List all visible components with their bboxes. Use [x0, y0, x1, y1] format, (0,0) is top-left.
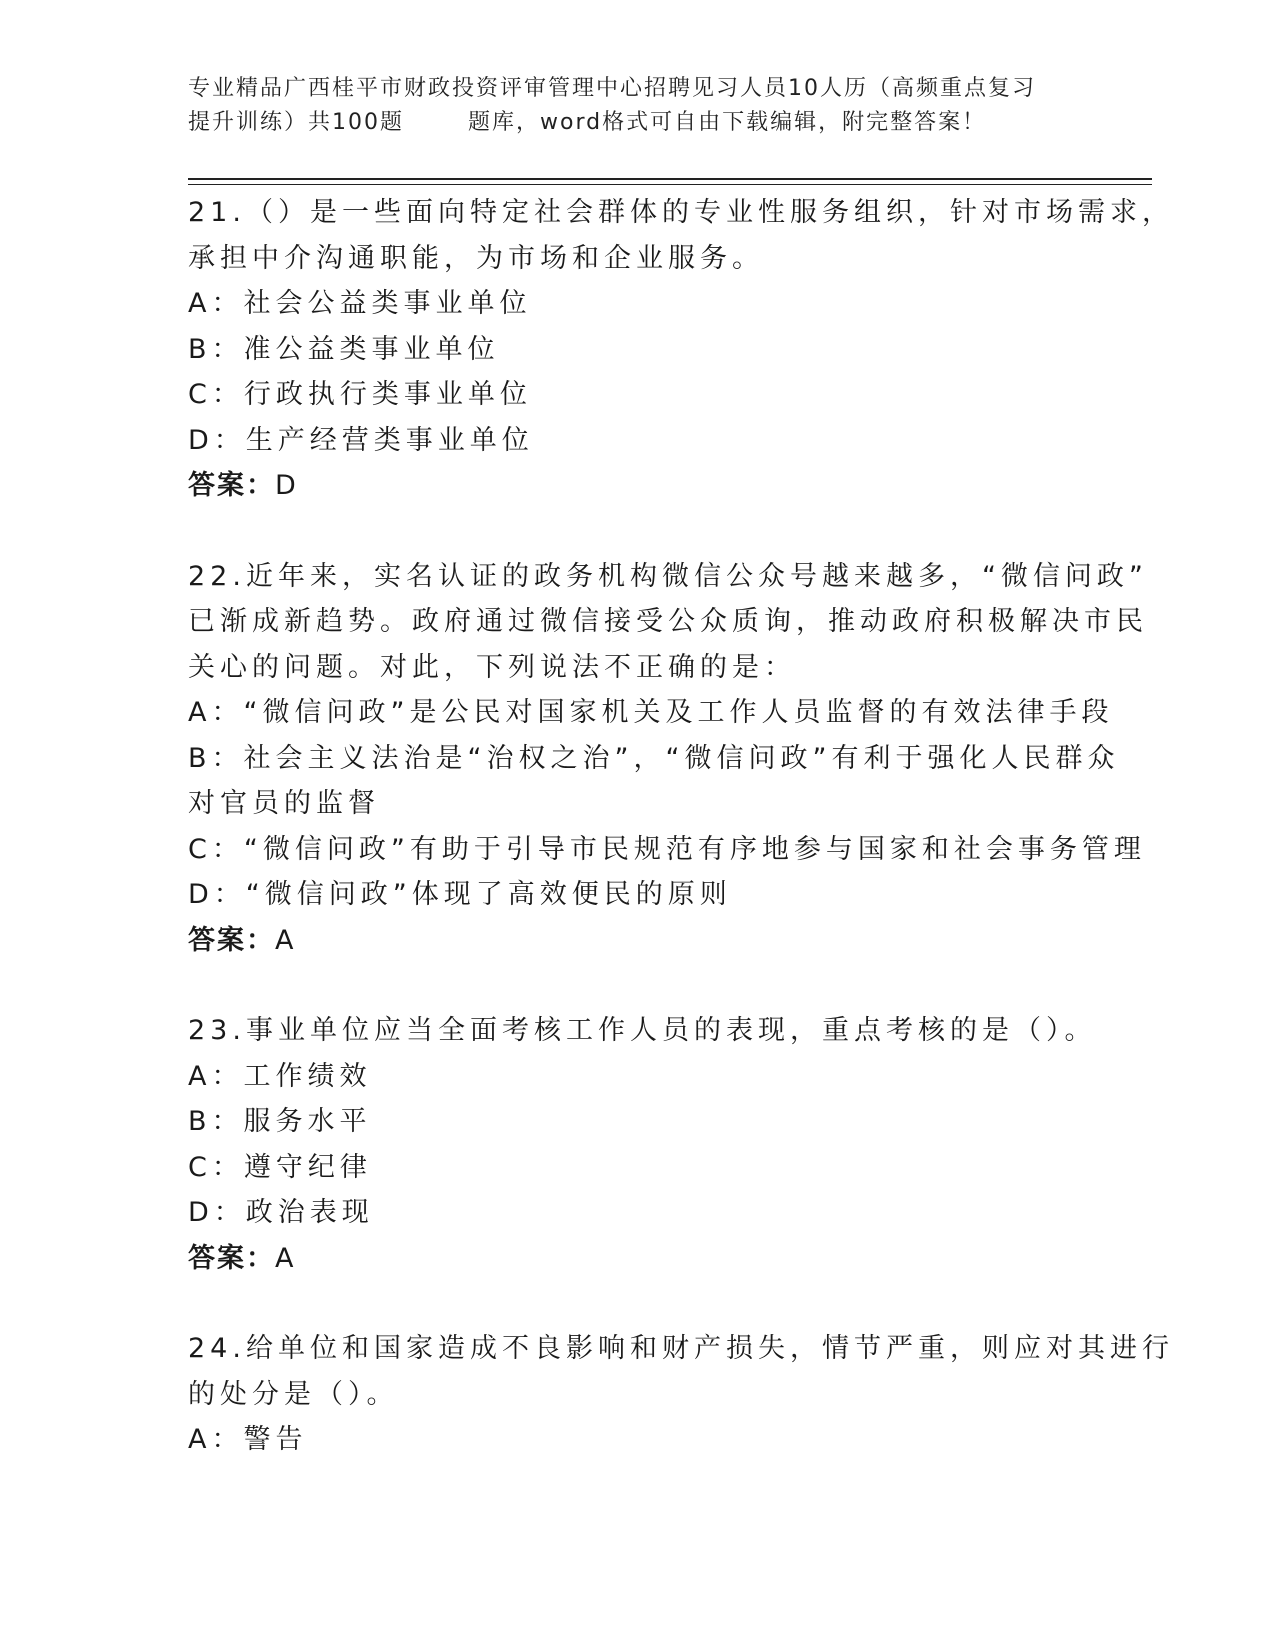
header-divider-thin	[188, 184, 1152, 185]
header-line-2	[188, 106, 1088, 140]
header-line-2-part-b: 题库，word格式可自由下载编辑，附完整答案！	[468, 110, 987, 135]
option-b: B：准公益类事业单位	[188, 333, 500, 365]
answer-value: D	[275, 470, 296, 501]
answer-line	[188, 463, 1088, 509]
answer-value: A	[275, 924, 294, 956]
question-text-line: 22.近年来，实名认证的政务机构微信公众号越来越多，“微信问政”	[188, 560, 1148, 592]
option-a: A：警告	[188, 1424, 308, 1455]
question-text-line: 的处分是（）。	[188, 1378, 399, 1410]
question-24	[188, 1326, 1174, 1463]
question-text-line: 21.（）是一些面向特定社会群体的专业性服务组织，针对市场需求，	[188, 197, 1174, 228]
option-c: C：遵守纪律	[188, 1151, 372, 1183]
document-header	[188, 72, 1088, 140]
answer-label: 答案：	[188, 470, 275, 501]
header-line-1: 专业精品广西桂平市财政投资评审管理中心招聘见习人员10人历（高频重点复习	[188, 76, 1036, 101]
option-c: C：行政执行类事业单位	[188, 379, 532, 410]
question-text-line: 关心的问题。对此，下列说法不正确的是：	[188, 651, 796, 683]
question-22	[188, 554, 1148, 964]
option-d: D：“微信问政”体现了高效便民的原则	[188, 879, 732, 910]
option-a: A：社会公益类事业单位	[188, 288, 532, 319]
option-c: C：“微信问政”有助于引导市民规范有序地参与国家和社会事务管理	[188, 833, 1146, 865]
option-b: B：服务水平	[188, 1106, 372, 1137]
header-divider-thick	[188, 178, 1152, 180]
option-d: D：政治表现	[188, 1197, 374, 1228]
answer-value: A	[275, 1242, 294, 1274]
option-a: A：工作绩效	[188, 1060, 372, 1092]
option-d: D：生产经营类事业单位	[188, 424, 534, 456]
question-text-line: 23.事业单位应当全面考核工作人员的表现，重点考核的是（）。	[188, 1015, 1097, 1046]
option-a: A：“微信问政”是公民对国家机关及工作人员监督的有效法律手段	[188, 697, 1114, 728]
question-23	[188, 1008, 1097, 1281]
question-list	[188, 190, 1174, 1463]
question-text-line: 已渐成新趋势。政府通过微信接受公众质询，推动政府积极解决市民	[188, 606, 1148, 637]
answer-label: 答案：	[188, 1242, 275, 1274]
answer-line	[188, 1236, 1088, 1282]
question-text-line: 承担中介沟通职能，为市场和企业服务。	[188, 242, 764, 274]
answer-line	[188, 918, 1088, 964]
answer-label: 答案：	[188, 924, 275, 956]
question-text-line: 24.给单位和国家造成不良影响和财产损失，情节严重，则应对其进行	[188, 1333, 1174, 1364]
header-line-2-part-a: 提升训练）共100题	[188, 110, 404, 135]
option-b: B：社会主义法治是“治权之治”，“微信问政”有利于强化人民群众	[188, 742, 1120, 774]
question-21	[188, 190, 1174, 509]
option-b-continued: 对官员的监督	[188, 788, 380, 819]
